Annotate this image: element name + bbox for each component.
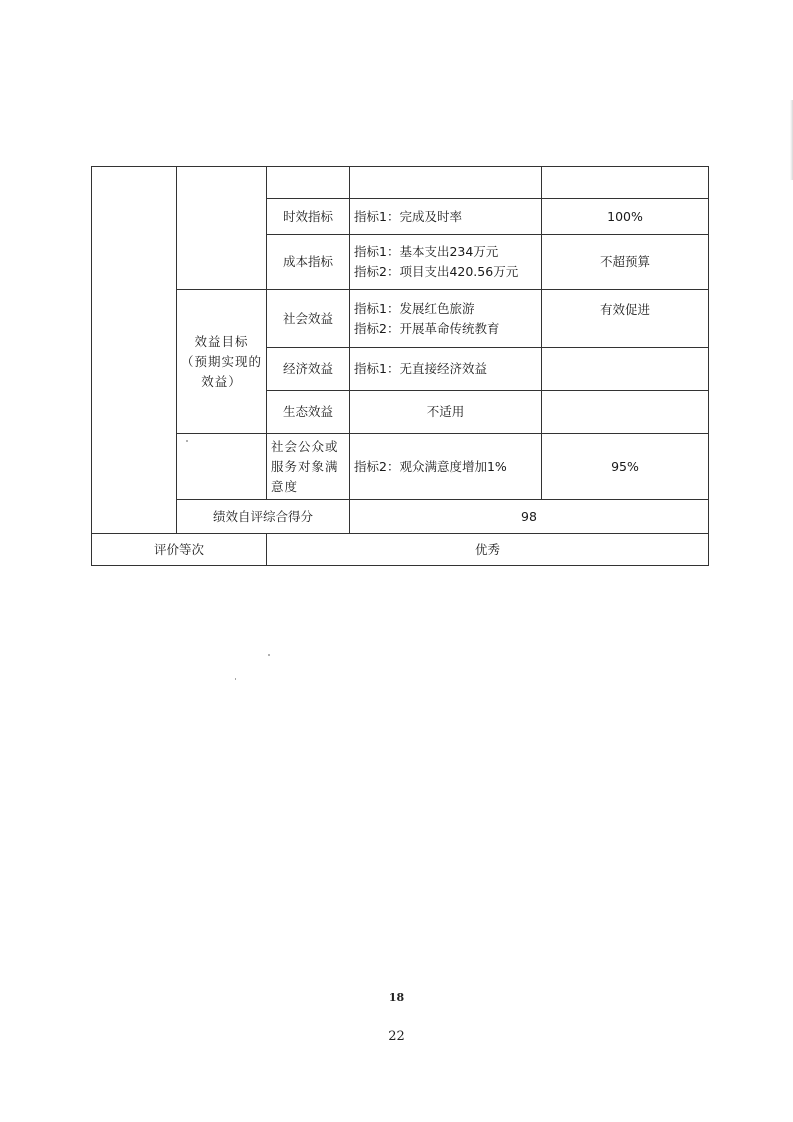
economic-value — [542, 348, 709, 391]
table-row-blank — [92, 167, 709, 199]
table-row-social — [92, 290, 709, 348]
first-level-cell — [92, 167, 177, 534]
social-label: 社会效益 — [267, 290, 350, 348]
social-indicator-2: 指标2：开展革命传统教育 — [354, 320, 500, 336]
cost-value: 不超预算 — [542, 235, 709, 290]
scan-speck — [268, 654, 270, 656]
timeliness-indicator: 指标1：完成及时率 — [350, 199, 542, 235]
ecological-label: 生态效益 — [267, 391, 350, 434]
cost-label: 成本指标 — [267, 235, 350, 290]
scan-speck — [235, 678, 236, 680]
social-indicators — [350, 290, 542, 348]
grade-value: 优秀 — [267, 534, 709, 566]
benefit-goal-line-3: 效益） — [201, 373, 242, 389]
grade-label: 评价等次 — [92, 534, 267, 566]
benefit-goal-line-1: 效益目标 — [194, 333, 249, 349]
timeliness-label: 时效指标 — [267, 199, 350, 235]
scan-speck — [186, 440, 188, 442]
blank-cell — [350, 167, 542, 199]
ecological-indicator: 不适用 — [350, 391, 542, 434]
cost-indicator-2: 指标2：项目支出420.56万元 — [354, 264, 519, 279]
table-row-grade — [92, 534, 709, 566]
satisfaction-value: 95% — [542, 434, 709, 500]
economic-label: 经济效益 — [267, 348, 350, 391]
self-eval-score-value: 98 — [350, 500, 709, 534]
outer-page-number: 22 — [388, 1029, 405, 1044]
social-value: 有效促进 — [542, 290, 709, 348]
table-row-score — [92, 500, 709, 534]
blank-cell — [267, 167, 350, 199]
satisfaction-label-line-2: 服务对象满 — [271, 458, 339, 474]
satisfaction-label — [267, 434, 350, 500]
satisfaction-label-line-3: 意度 — [271, 478, 299, 494]
benefit-goal-label — [177, 290, 267, 434]
cost-indicator-1: 指标1：基本支出234万元 — [354, 244, 499, 259]
cost-indicators — [350, 235, 542, 290]
table-row-satisfaction — [92, 434, 709, 500]
second-level-cell — [177, 167, 267, 290]
inner-page-number: 18 — [388, 991, 405, 1004]
satisfaction-second-level-cell — [177, 434, 267, 500]
performance-evaluation-table — [91, 166, 709, 566]
satisfaction-label-line-1: 社会公众或 — [271, 438, 339, 454]
satisfaction-indicator: 指标2：观众满意度增加1% — [350, 434, 542, 500]
blank-cell — [542, 167, 709, 199]
social-indicator-1: 指标1：发展红色旅游 — [354, 300, 475, 316]
ecological-value — [542, 391, 709, 434]
timeliness-value: 100% — [542, 199, 709, 235]
economic-indicator: 指标1：无直接经济效益 — [350, 348, 542, 391]
benefit-goal-line-2: （预期实现的 — [181, 353, 263, 369]
self-eval-score-label: 绩效自评综合得分 — [177, 500, 350, 534]
